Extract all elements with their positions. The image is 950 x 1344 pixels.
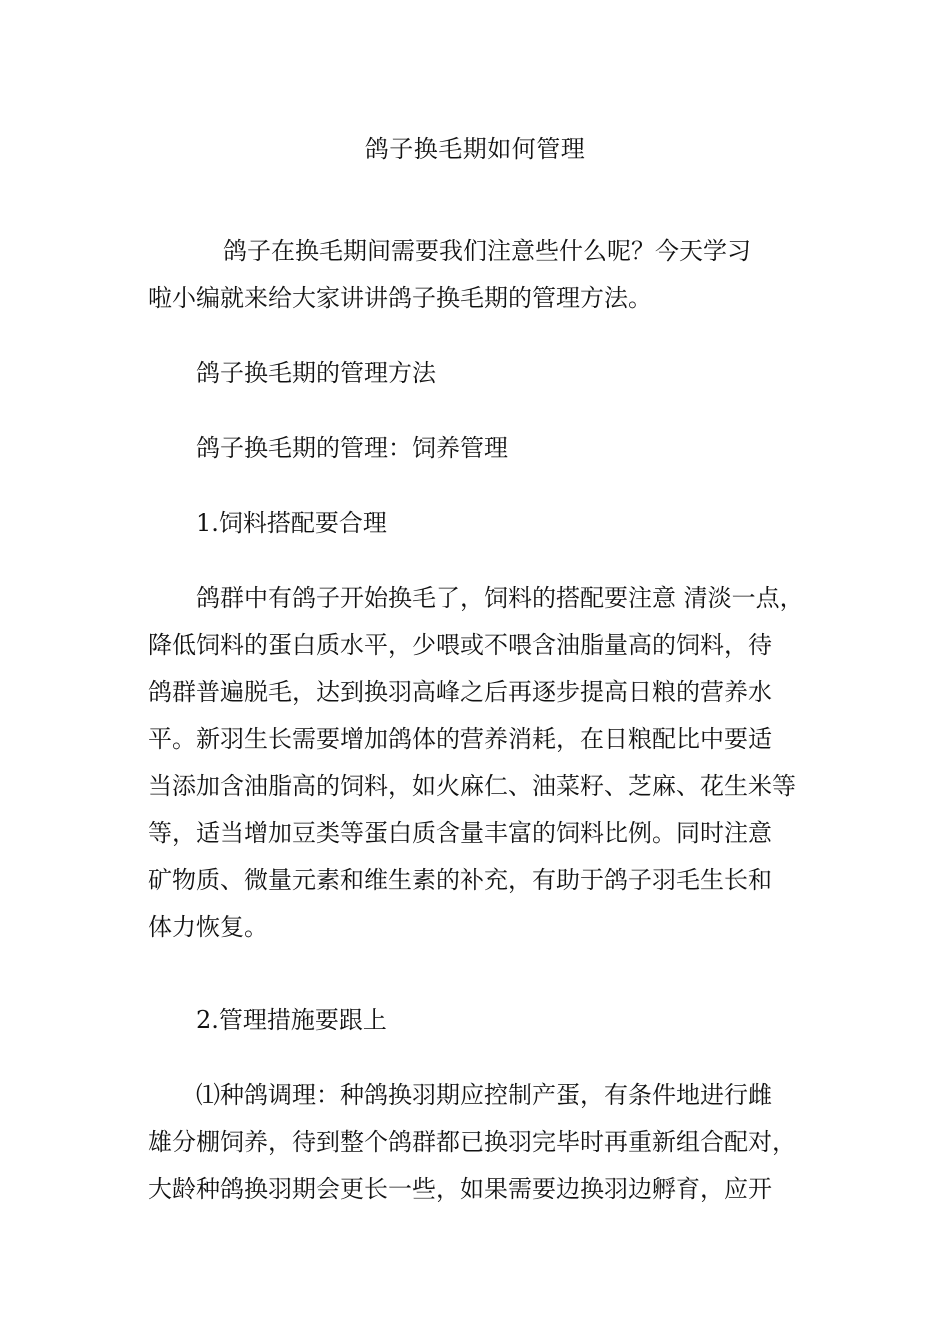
text-line: ⑴种鸽调理：种鸽换羽期应控制产蛋，有条件地进行雌	[196, 1081, 772, 1109]
text-line: 矿物质、微量元素和维生素的补充，有助于鸽子羽毛生长和	[148, 866, 772, 894]
text-line: 平。新羽生长需要增加鸽体的营养消耗，在日粮配比中要适	[148, 725, 772, 753]
text-line: 啦小编就来给大家讲讲鸽子换毛期的管理方法。	[148, 284, 652, 312]
breeder-paragraph	[148, 1072, 838, 1213]
text-line: 体力恢复。	[148, 913, 268, 941]
heading-text: 1.饲料搭配要合理	[196, 509, 387, 537]
text-line: 雄分棚饲养，待到整个鸽群都已换羽完毕时再重新组合配对，	[148, 1128, 796, 1156]
text-line: 等，适当增加豆类等蛋白质含量丰富的饲料比例。同时注意	[148, 819, 772, 847]
text-line: 当添加含油脂高的饲料，如火麻仁、油菜籽、芝麻、花生米等	[148, 772, 796, 800]
section-heading-feeding	[148, 425, 838, 472]
text-line: 大龄种鸽换羽期会更长一些，如果需要边换羽边孵育，应开	[148, 1175, 772, 1203]
text-line: 鸽子在换毛期间需要我们注意些什么呢？今天学习	[223, 237, 751, 265]
heading-text: 鸽子换毛期的管理：饲养管理	[196, 434, 508, 462]
text-line: 鸽群中有鸽子开始换毛了，饲料的搭配要注意 清淡一点，	[196, 584, 804, 612]
feeding-paragraph	[148, 575, 838, 951]
section-heading-methods	[148, 350, 838, 397]
text-line: 鸽群普遍脱毛，达到换羽高峰之后再逐步提高日粮的营养水	[148, 678, 772, 706]
document-title: 鸽子换毛期如何管理	[364, 135, 586, 163]
heading-text: 鸽子换毛期的管理方法	[196, 359, 436, 387]
heading-text: 2.管理措施要跟上	[196, 1006, 387, 1034]
intro-paragraph	[148, 228, 838, 322]
text-line: 降低饲料的蛋白质水平，少喂或不喂含油脂量高的饲料，待	[148, 631, 772, 659]
item-heading-2	[148, 997, 838, 1044]
item-heading-1	[148, 500, 838, 547]
